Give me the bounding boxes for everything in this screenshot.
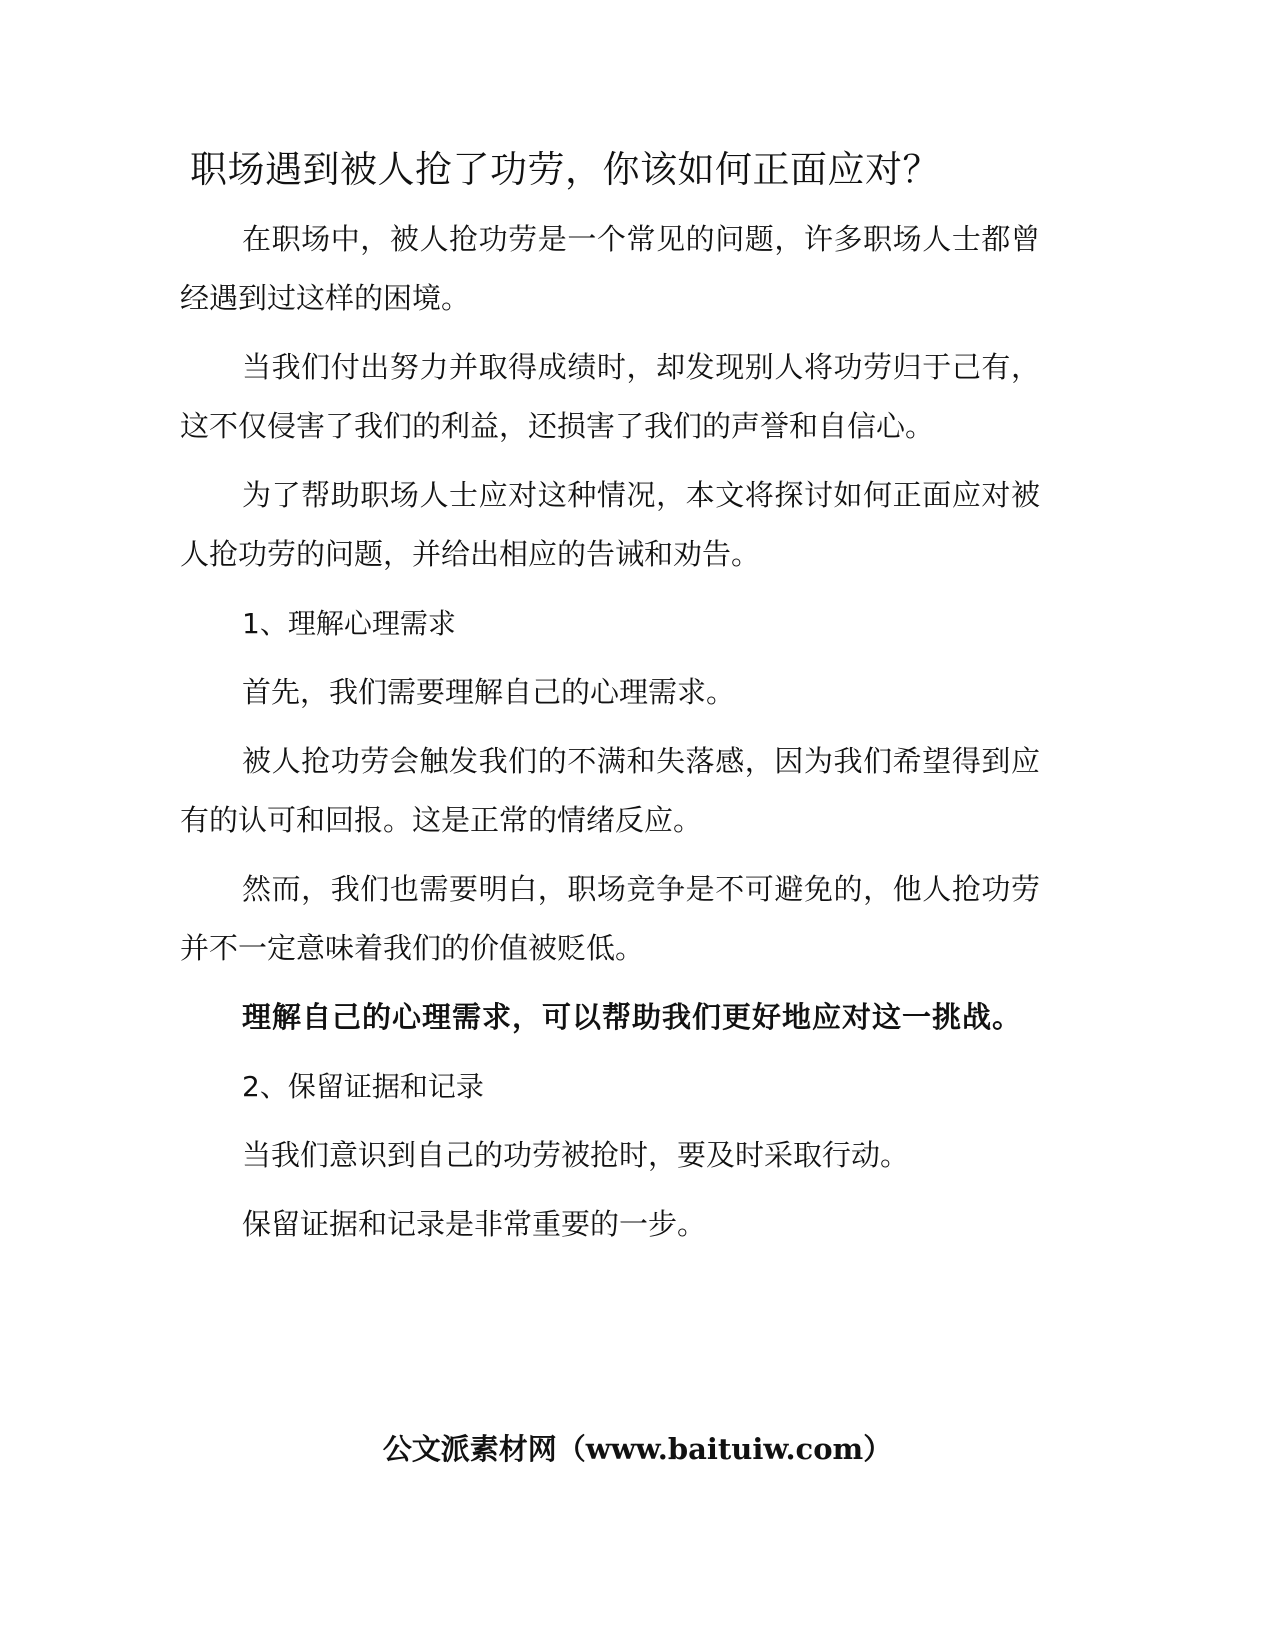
paragraph-section1-2: 被人抢功劳会触发我们的不满和失落感，因为我们希望得到应有的认可和回报。这是正常的情绪反应。: [180, 744, 1040, 837]
paragraph-section2-1: 当我们意识到自己的功劳被抢时，要及时采取行动。: [242, 1138, 910, 1172]
paragraph-section2-2: 保留证据和记录是非常重要的一步。: [242, 1207, 707, 1241]
document-footer: 公文派素材网（www.baituiw.com）: [382, 1432, 893, 1466]
section-heading-2: 2、保留证据和记录: [242, 1070, 484, 1103]
paragraph-intro-1: 在职场中，被人抢功劳是一个常见的问题，许多职场人士都曾经遇到过这样的困境。: [180, 222, 1040, 315]
document-body: [180, 210, 1040, 1264]
document-title: 职场遇到被人抢了功劳，你该如何正面应对？: [190, 148, 940, 191]
section-heading-1: 1、理解心理需求: [242, 607, 456, 640]
paragraph-intro-2: 当我们付出努力并取得成绩时，却发现别人将功劳归于己有，这不仅侵害了我们的利益，还损害了我们的声誉和自信心。: [180, 350, 1040, 443]
paragraph-section1-1: 首先，我们需要理解自己的心理需求。: [242, 675, 736, 709]
paragraph-section1-3: 然而，我们也需要明白，职场竞争是不可避免的，他人抢功劳并不一定意味着我们的价值被贬低。: [180, 872, 1040, 965]
paragraph-section1-4: 理解自己的心理需求，可以帮助我们更好地应对这一挑战。: [242, 1000, 1023, 1034]
paragraph-intro-3: 为了帮助职场人士应对这种情况，本文将探讨如何正面应对被人抢功劳的问题，并给出相应的告诫和劝告。: [180, 478, 1040, 571]
